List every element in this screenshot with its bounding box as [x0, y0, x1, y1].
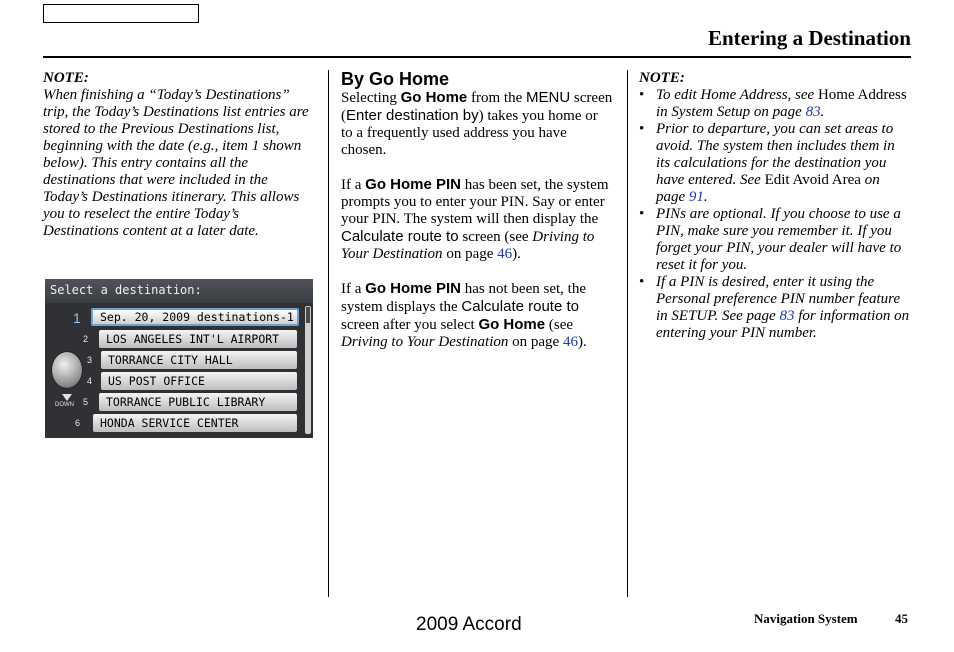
note-item: • To edit Home Address, see Home Address in System Setup on page 83. [639, 87, 907, 120]
note-list [639, 87, 911, 342]
note-item: • If a PIN is desired, enter it using the Personal preference PIN number feature in SETUP. See page 83 for information on entering your PIN number. [639, 274, 910, 341]
destination-row[interactable] [93, 414, 297, 432]
section-heading: By Go Home [341, 69, 450, 89]
calculate-route-term: Calculate route to [341, 228, 459, 245]
row-number: 1 [73, 310, 81, 326]
destination-row-text: US POST OFFICE [108, 374, 205, 388]
enter-destination-term: Enter destination by [346, 107, 479, 124]
paragraph-intro: Selecting Go Home from the MENU screen (Enter destination by) takes you home or to a frequently used address you have chosen. [341, 89, 613, 158]
header-tab-box [43, 4, 199, 23]
page-link[interactable]: 83 [779, 308, 795, 324]
row-number: 6 [75, 418, 81, 428]
footer-model: 2009 Accord [416, 614, 522, 635]
column-divider-left [328, 70, 329, 597]
destination-row-selected[interactable] [91, 308, 299, 326]
screen-header [45, 279, 313, 303]
row-number: 3 [87, 355, 93, 365]
destination-row-text: Sep. 20, 2009 destinations-1 [100, 310, 294, 324]
screen-title: Select a destination: [50, 283, 202, 297]
right-note [639, 70, 911, 342]
row-number: 4 [87, 376, 93, 386]
page-link[interactable]: 91 [688, 189, 704, 205]
go-home-pin-term: Go Home PIN [365, 280, 462, 297]
destination-row-text: TORRANCE CITY HALL [108, 353, 233, 367]
footer-page-number: 45 [895, 611, 908, 626]
calculate-route-term: Calculate route to [461, 298, 579, 315]
edit-avoid-area-term: Edit Avoid Area [764, 172, 861, 188]
go-home-pin-term: Go Home PIN [365, 176, 462, 193]
destination-row-text: TORRANCE PUBLIC LIBRARY [106, 395, 266, 409]
destination-row-text: HONDA SERVICE CENTER [100, 416, 239, 430]
down-label: DOWN [55, 402, 74, 408]
driving-reference: Driving to Your Destination [341, 229, 595, 262]
left-note-text: When finishing a “Today’s Destinations” trip, the Today’s Destinations list entries are stored to the Previous Destinations list, beginning with the date (e.g., item 1 shown below). This entry contains all the destinations that were included in the Today’s Destinations itinerary. This allows you to reselect the entire Today’s Destinations content at a later date. [43, 87, 309, 239]
paragraph-pin-not-set: If a Go Home PIN has not been set, the system displays the Calculate route to screen after you select Go Home (see Driving to Your Destination on page 46). [341, 280, 587, 350]
row-number: 2 [83, 334, 89, 344]
left-note-label: NOTE: [43, 70, 89, 86]
home-address-term: Home Address [817, 87, 907, 103]
destination-row-text: LOS ANGELES INT'L AIRPORT [106, 332, 280, 346]
page-link[interactable]: 83 [805, 104, 821, 120]
destination-row[interactable] [101, 372, 297, 390]
menu-term: MENU [526, 89, 571, 106]
destination-row[interactable] [99, 330, 297, 348]
paragraph-pin-set: If a Go Home PIN has been set, the system prompts you to enter your PIN. Say or enter your PIN. The system will then display the Calculate route to screen (see Driving to Your Destination on page 46). [341, 176, 609, 262]
destination-screen [45, 279, 313, 438]
page-link[interactable]: 46 [497, 246, 513, 262]
joystick-knob-icon [51, 351, 83, 389]
right-note-label: NOTE: [639, 70, 685, 86]
go-home-term: Go Home [400, 89, 468, 106]
header-rule [43, 56, 911, 58]
driving-reference: Driving to Your Destination [341, 334, 509, 350]
scrollbar-thumb[interactable] [306, 307, 310, 323]
scrollbar[interactable] [305, 306, 311, 434]
destination-row[interactable] [101, 351, 297, 369]
note-item: • PINs are optional. If you choose to use a PIN, make sure you remember it. If you forget your PIN, your dealer will have to reset it for you. [639, 206, 902, 273]
left-note [43, 70, 315, 240]
middle-column [341, 69, 613, 351]
note-item: • Prior to departure, you can set areas to avoid. The system then includes them in its calculations for the destination you have entered. See Edit Avoid Area on page 91. [639, 121, 895, 205]
page-link[interactable]: 46 [562, 334, 578, 350]
column-divider-right [627, 70, 628, 597]
go-home-term: Go Home [478, 316, 546, 333]
footer-section-name: Navigation System [754, 611, 858, 626]
row-number: 5 [83, 397, 89, 407]
destination-row[interactable] [99, 393, 297, 411]
down-arrow-icon [62, 394, 72, 401]
page-title: Entering a Destination [707, 26, 911, 50]
